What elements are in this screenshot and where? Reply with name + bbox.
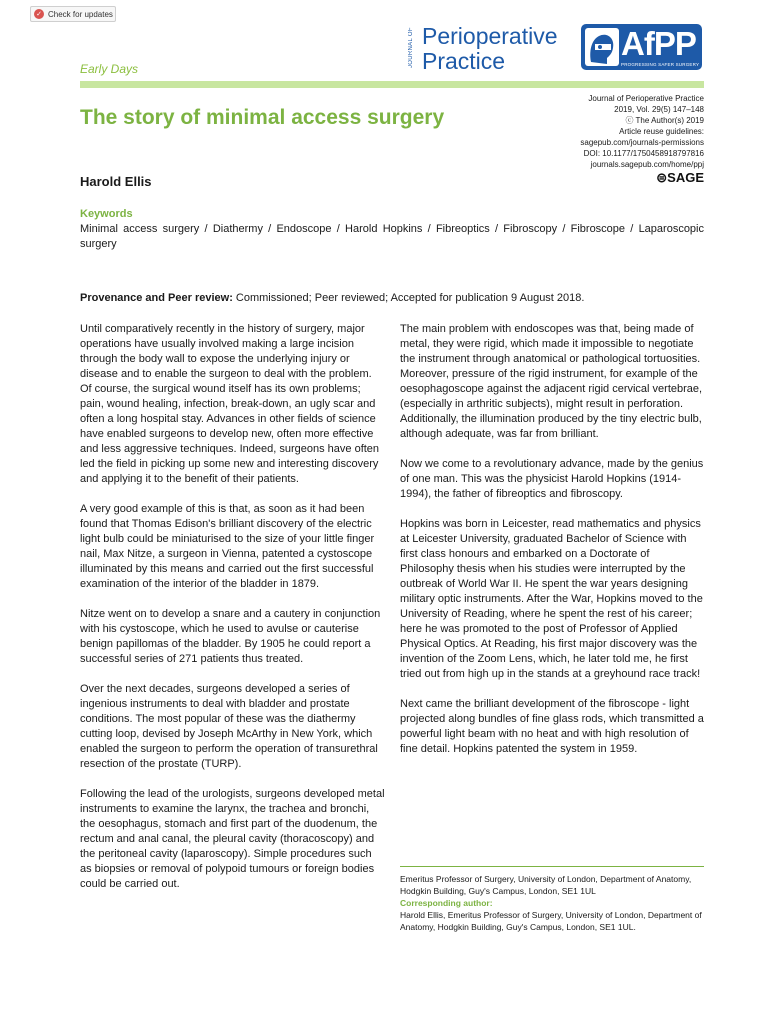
- meta-volume: 2019, Vol. 29(5) 147–148: [614, 105, 704, 114]
- paragraph: Hopkins was born in Leicester, read mathematics and physics at Leicester University, graduated Bachelor of Science with first class honours and embarked on a Doctorate of Philosophy thesis when his studies were interrupted by the outbreak of World War II. He spent the war years designing military optic instruments. After the War, Hopkins moved to the University of Reading, where he spent the rest of his career; here he was promoted to the post of Professor of Applied Physical Optics. At Reading, his first major discovery was the invention of the Zoom Lens, which, he later told me, he first tried out from high up in the stands at a greyhound race track!: [400, 518, 703, 680]
- keywords-label: Keywords: [80, 208, 133, 220]
- paragraph: The main problem with endoscopes was that, being made of metal, they were rigid, which made it impossible to negotiate the instrument through anatomical or pathological tortuosities. Moreover, pressure of the rigid instrument, for example of the oesophagoscope against the adjacent rigid cervical vertebrae, (especially in arthritic subjects), might result in perforation. Additionally, the illumination produced by the tiny electric bulb, although adequate, was far from brilliant.: [400, 323, 703, 440]
- keywords-text: Minimal access surgery / Diathermy / Endoscope / Harold Hopkins / Fibreoptics / Fibroscopy / Fibroscope / Laparoscopic surgery: [80, 223, 704, 250]
- afpp-logo: [581, 24, 702, 70]
- article-title: The story of minimal access surgery: [80, 106, 445, 129]
- paragraph: A very good example of this is that, as soon as it had been found that Thomas Edison's brilliant discovery of the electric light bulb could be miniaturised to the size of your little finger nail, Max Nitze, a surgeon in Vienna, patented a cystoscope illuminated by this means and carried out the first successful examination of the interior of the bladder in 1879.: [80, 503, 375, 590]
- meta-reuse: Article reuse guidelines:: [619, 127, 704, 136]
- afpp-head-icon: [585, 28, 619, 66]
- sage-icon: ⊜: [656, 170, 668, 185]
- update-icon: ✓: [34, 9, 44, 19]
- journal-logo-line2: Practice: [422, 48, 506, 74]
- afpp-name: AfPP: [621, 25, 696, 62]
- journal-logo-line1: Perioperative: [422, 23, 558, 49]
- sage-logo: [652, 170, 704, 186]
- corresponding-author-text: Harold Ellis, Emeritus Professor of Surgery, University of London, Department of Anatomy, Hodgkin Building, Guy's Campus, London, SE1 1UL.: [400, 910, 702, 932]
- afpp-tagline: PROGRESSING SAFER SURGERY: [621, 62, 700, 67]
- body-column-left: [80, 322, 385, 907]
- provenance-text: Commissioned; Peer reviewed; Accepted for publication 9 August 2018.: [232, 292, 585, 304]
- meta-journal: Journal of Perioperative Practice: [588, 94, 704, 103]
- meta-permissions-link[interactable]: sagepub.com/journals-permissions: [580, 138, 704, 147]
- meta-homepage-link[interactable]: journals.sagepub.com/home/ppj: [590, 160, 704, 169]
- section-label: Early Days: [80, 62, 139, 76]
- paragraph: Over the next decades, surgeons developed a series of ingenious instruments to deal with bladder and prostate conditions. The most popular of these was the diathermy cutting loop, devised by Joseph McArthy in New York, which enabled the surgeon to perform the operation of transurethral resection of the prostate (TURP).: [80, 683, 378, 770]
- header-divider: [80, 81, 704, 88]
- paragraph: Following the lead of the urologists, surgeons developed metal instruments to examine the larynx, the trachea and bronchi, the oesophagus, stomach and first part of the duodenum, the rectum and anal canal, the pleural cavity (thoracoscopy) and the peritoneal cavity (laparoscopy). Simple procedures such as biopsies or removal of polypoid tumours or foreign bodies could be carried out.: [80, 788, 385, 890]
- meta-doi[interactable]: DOI: 10.1177/1750458918797816: [583, 149, 704, 158]
- journal-logo-prefix: JOURNAL OF: [408, 27, 414, 69]
- paragraph: Next came the brilliant development of the fibroscope - light projected along bundles of fine glass rods, which transmitted a powerful light beam with no heat and with high resolution of fine detail. Hopkins patented the system in 1959.: [400, 698, 704, 755]
- article-meta: [560, 93, 704, 170]
- meta-copyright: ⓒ The Author(s) 2019: [625, 116, 704, 125]
- provenance-label: Provenance and Peer review:: [80, 292, 233, 304]
- paragraph: Nitze went on to develop a snare and a cautery in conjunction with his cystoscope, which he used to avulse or cauterise benign papillomas of the bladder. By 1905 he could report a successful series of 271 patients thus treated.: [80, 608, 381, 665]
- provenance: [80, 292, 704, 304]
- check-for-updates-label: Check for updates: [48, 9, 113, 19]
- author-name: Harold Ellis: [80, 174, 152, 189]
- corresponding-author-label: Corresponding author:: [400, 898, 493, 908]
- footnote-divider: [400, 866, 704, 867]
- body-column-right: [400, 322, 705, 772]
- paragraph: Until comparatively recently in the history of surgery, major operations have usually involved making a large incision through the body wall to expose the underlying injury or disease and to enable the surgeon to deal with the problem. Of course, the surgical wound itself has its own problems; pain, wound healing, infection, break-down, an ugly scar and often a long hospital stay. Advances in other fields of science have enabled surgeons to develop new, often more effective and less aggressive techniques. Indeed, surgeons have often led the field in picking up some new and interesting discovery and applying it to the benefit of their patients.: [80, 323, 380, 485]
- journal-logo: [422, 24, 558, 74]
- check-for-updates-button[interactable]: [30, 6, 116, 22]
- footnote: [400, 873, 704, 933]
- publisher-name: SAGE: [667, 170, 704, 185]
- footnote-affiliation: Emeritus Professor of Surgery, University of London, Department of Anatomy, Hodgkin Building, Guy's Campus, London, SE1 1UL: [400, 874, 692, 896]
- paragraph: Now we come to a revolutionary advance, made by the genius of one man. This was the physicist Harold Hopkins (1914-1994), the father of fibreoptics and fibroscopy.: [400, 458, 704, 500]
